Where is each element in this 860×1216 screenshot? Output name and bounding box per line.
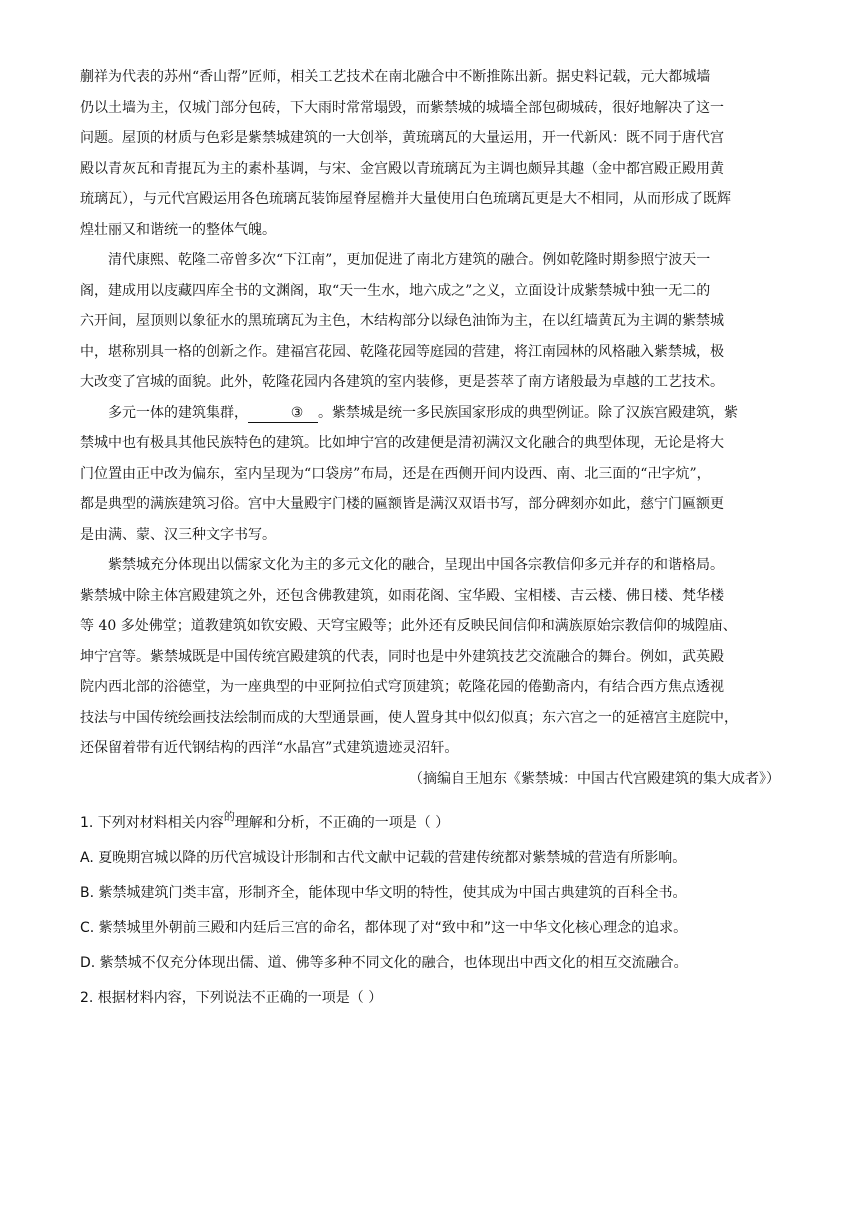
paragraph-4 bbox=[80, 550, 780, 764]
line: 紫禁城充分体现出以儒家文化为主的多元文化的融合，呈现出中国各宗教信仰多元并存的和谐格局。 bbox=[108, 557, 724, 573]
line: 。紫禁城是统一多民族国家形成的典型例证。除了汉族宫殿建筑，紫 bbox=[318, 404, 738, 421]
superscript-char: 的 bbox=[223, 810, 235, 823]
line: 六开间，屋顶则以象征水的黑琉璃瓦为主色，木结构部分以绿色油饰为主，在以红墙黄瓦为主调的紫禁城 bbox=[80, 313, 724, 329]
line: 仍以土墙为主，仅城门部分包砖，下大雨时常常塌毁，而紫禁城的城墙全部包砌城砖，很好地解决了这一 bbox=[80, 99, 724, 116]
fill-in-blank: ③ bbox=[248, 404, 318, 423]
line: 门位置由正中改为偏东，室内呈现为“口袋房”布局，还是在西侧开间内设西、南、北三面的“卍字炕”， bbox=[80, 465, 711, 482]
source-citation: （摘编自王旭东《紫禁城：中国古代宫殿建筑的集大成者》） bbox=[409, 770, 780, 787]
question-1 bbox=[80, 808, 780, 832]
line: 紫禁城中除主体宫殿建筑之外，还包含佛教建筑，如雨花阁、宝华殿、宝相楼、吉云楼、佛日楼、梵华楼 bbox=[80, 587, 724, 604]
question-2: 2. 根据材料内容，下列说法不正确的一项是（ ） bbox=[80, 990, 383, 1006]
line: 院内西北部的浴德堂，为一座典型的中亚阿拉伯式穹顶建筑；乾隆花园的倦勤斋内，有结合西方焦点透视 bbox=[80, 679, 724, 695]
line: 多元一体的建筑集群， bbox=[108, 404, 248, 421]
line: 殿以青灰瓦和青掍瓦为主的素朴基调，与宋、金宫殿以青琉璃瓦为主调也颇异其趣（金中都宫殿正殿用黄 bbox=[80, 160, 724, 177]
line: 阁，建成用以庋藏四库全书的文渊阁，取“天一生水，地六成之”之义，立面设计成紫禁城中独一无二的 bbox=[80, 282, 711, 299]
line: 煌壮丽又和谐统一的整体气魄。 bbox=[80, 221, 276, 238]
line: 中，堪称别具一格的创新之作。建福宫花园、乾隆花园等庭园的营建，将江南园林的风格融入紫禁城，极 bbox=[80, 343, 724, 360]
line: 坤宁宫等。紫禁城既是中国传统宫殿建筑的代表，同时也是中外建筑技艺交流融合的舞台。例如，武英殿 bbox=[80, 648, 724, 665]
line: 清代康熙、乾隆二帝曾多次“下江南”，更加促进了南北方建筑的融合。例如乾隆时期参照宁波天一 bbox=[108, 252, 711, 268]
line: 禁城中也有极具其他民族特色的建筑。比如坤宁宫的改建便是清初满汉文化融合的典型体现，无论是将大 bbox=[80, 435, 724, 451]
option-a: A. 夏晚期宫城以降的历代宫城设计形制和古代文献中记载的营建传统都对紫禁城的营造有所影响。 bbox=[80, 850, 687, 866]
paragraph-1 bbox=[80, 62, 780, 245]
line: 蒯祥为代表的苏州“香山帮”匠师，相关工艺技术在南北融合中不断推陈出新。据史料记载，元大都城墙 bbox=[80, 69, 711, 85]
line: 问题。屋顶的材质与色彩是紫禁城建筑的一大创举，黄琉璃瓦的大量运用，开一代新风：既不同于唐代宫 bbox=[80, 130, 724, 146]
option-b: B. 紫禁城建筑门类丰富，形制齐全，能体现中华文明的特性，使其成为中国古典建筑的百科全书。 bbox=[80, 885, 687, 901]
line: 大改变了宫城的面貌。此外，乾隆花园内各建筑的室内装修，更是荟萃了南方诸般最为卓越的工艺技术。 bbox=[80, 374, 724, 390]
paragraph-2 bbox=[80, 245, 780, 398]
line: 琉璃瓦），与元代宫殿运用各色琉璃瓦装饰屋脊屋檐并大量使用白色琉璃瓦更是大不相同，从而形成了既辉 bbox=[80, 191, 731, 207]
paragraph-3 bbox=[80, 398, 780, 551]
question-1-text: 1. 下列对材料相关内容 bbox=[80, 815, 224, 831]
line: 技法与中国传统绘画技法绘制而成的大型通景画，使人置身其中似幻似真；东六宫之一的延禧宫主庭院中， bbox=[80, 709, 738, 726]
document-page bbox=[80, 62, 780, 1007]
line: 等 40 多处佛堂；道教建筑如钦安殿、天穹宝殿等；此外还有反映民间信仰和满族原始宗教信仰的城隍庙、 bbox=[80, 618, 737, 634]
line: 是由满、蒙、汉三种文字书写。 bbox=[80, 526, 276, 543]
option-c: C. 紫禁城里外朝前三殿和内廷后三宫的命名，都体现了对“致中和”这一中华文化核心理念的追求。 bbox=[80, 920, 688, 936]
question-1-text-end: 理解和分析，不正确的一项是（ ） bbox=[234, 815, 450, 831]
line: 都是典型的满族建筑习俗。宫中大量殿宇门楼的匾额皆是满汉双语书写，部分碑刻亦如此，慈宁门匾额更 bbox=[80, 496, 724, 512]
line: 还保留着带有近代钢结构的西洋“水晶宫”式建筑遗迹灵沼轩。 bbox=[80, 740, 459, 756]
option-d: D. 紫禁城不仅充分体现出儒、道、佛等多种不同文化的融合，也体现出中西文化的相互交流融合。 bbox=[80, 955, 688, 971]
